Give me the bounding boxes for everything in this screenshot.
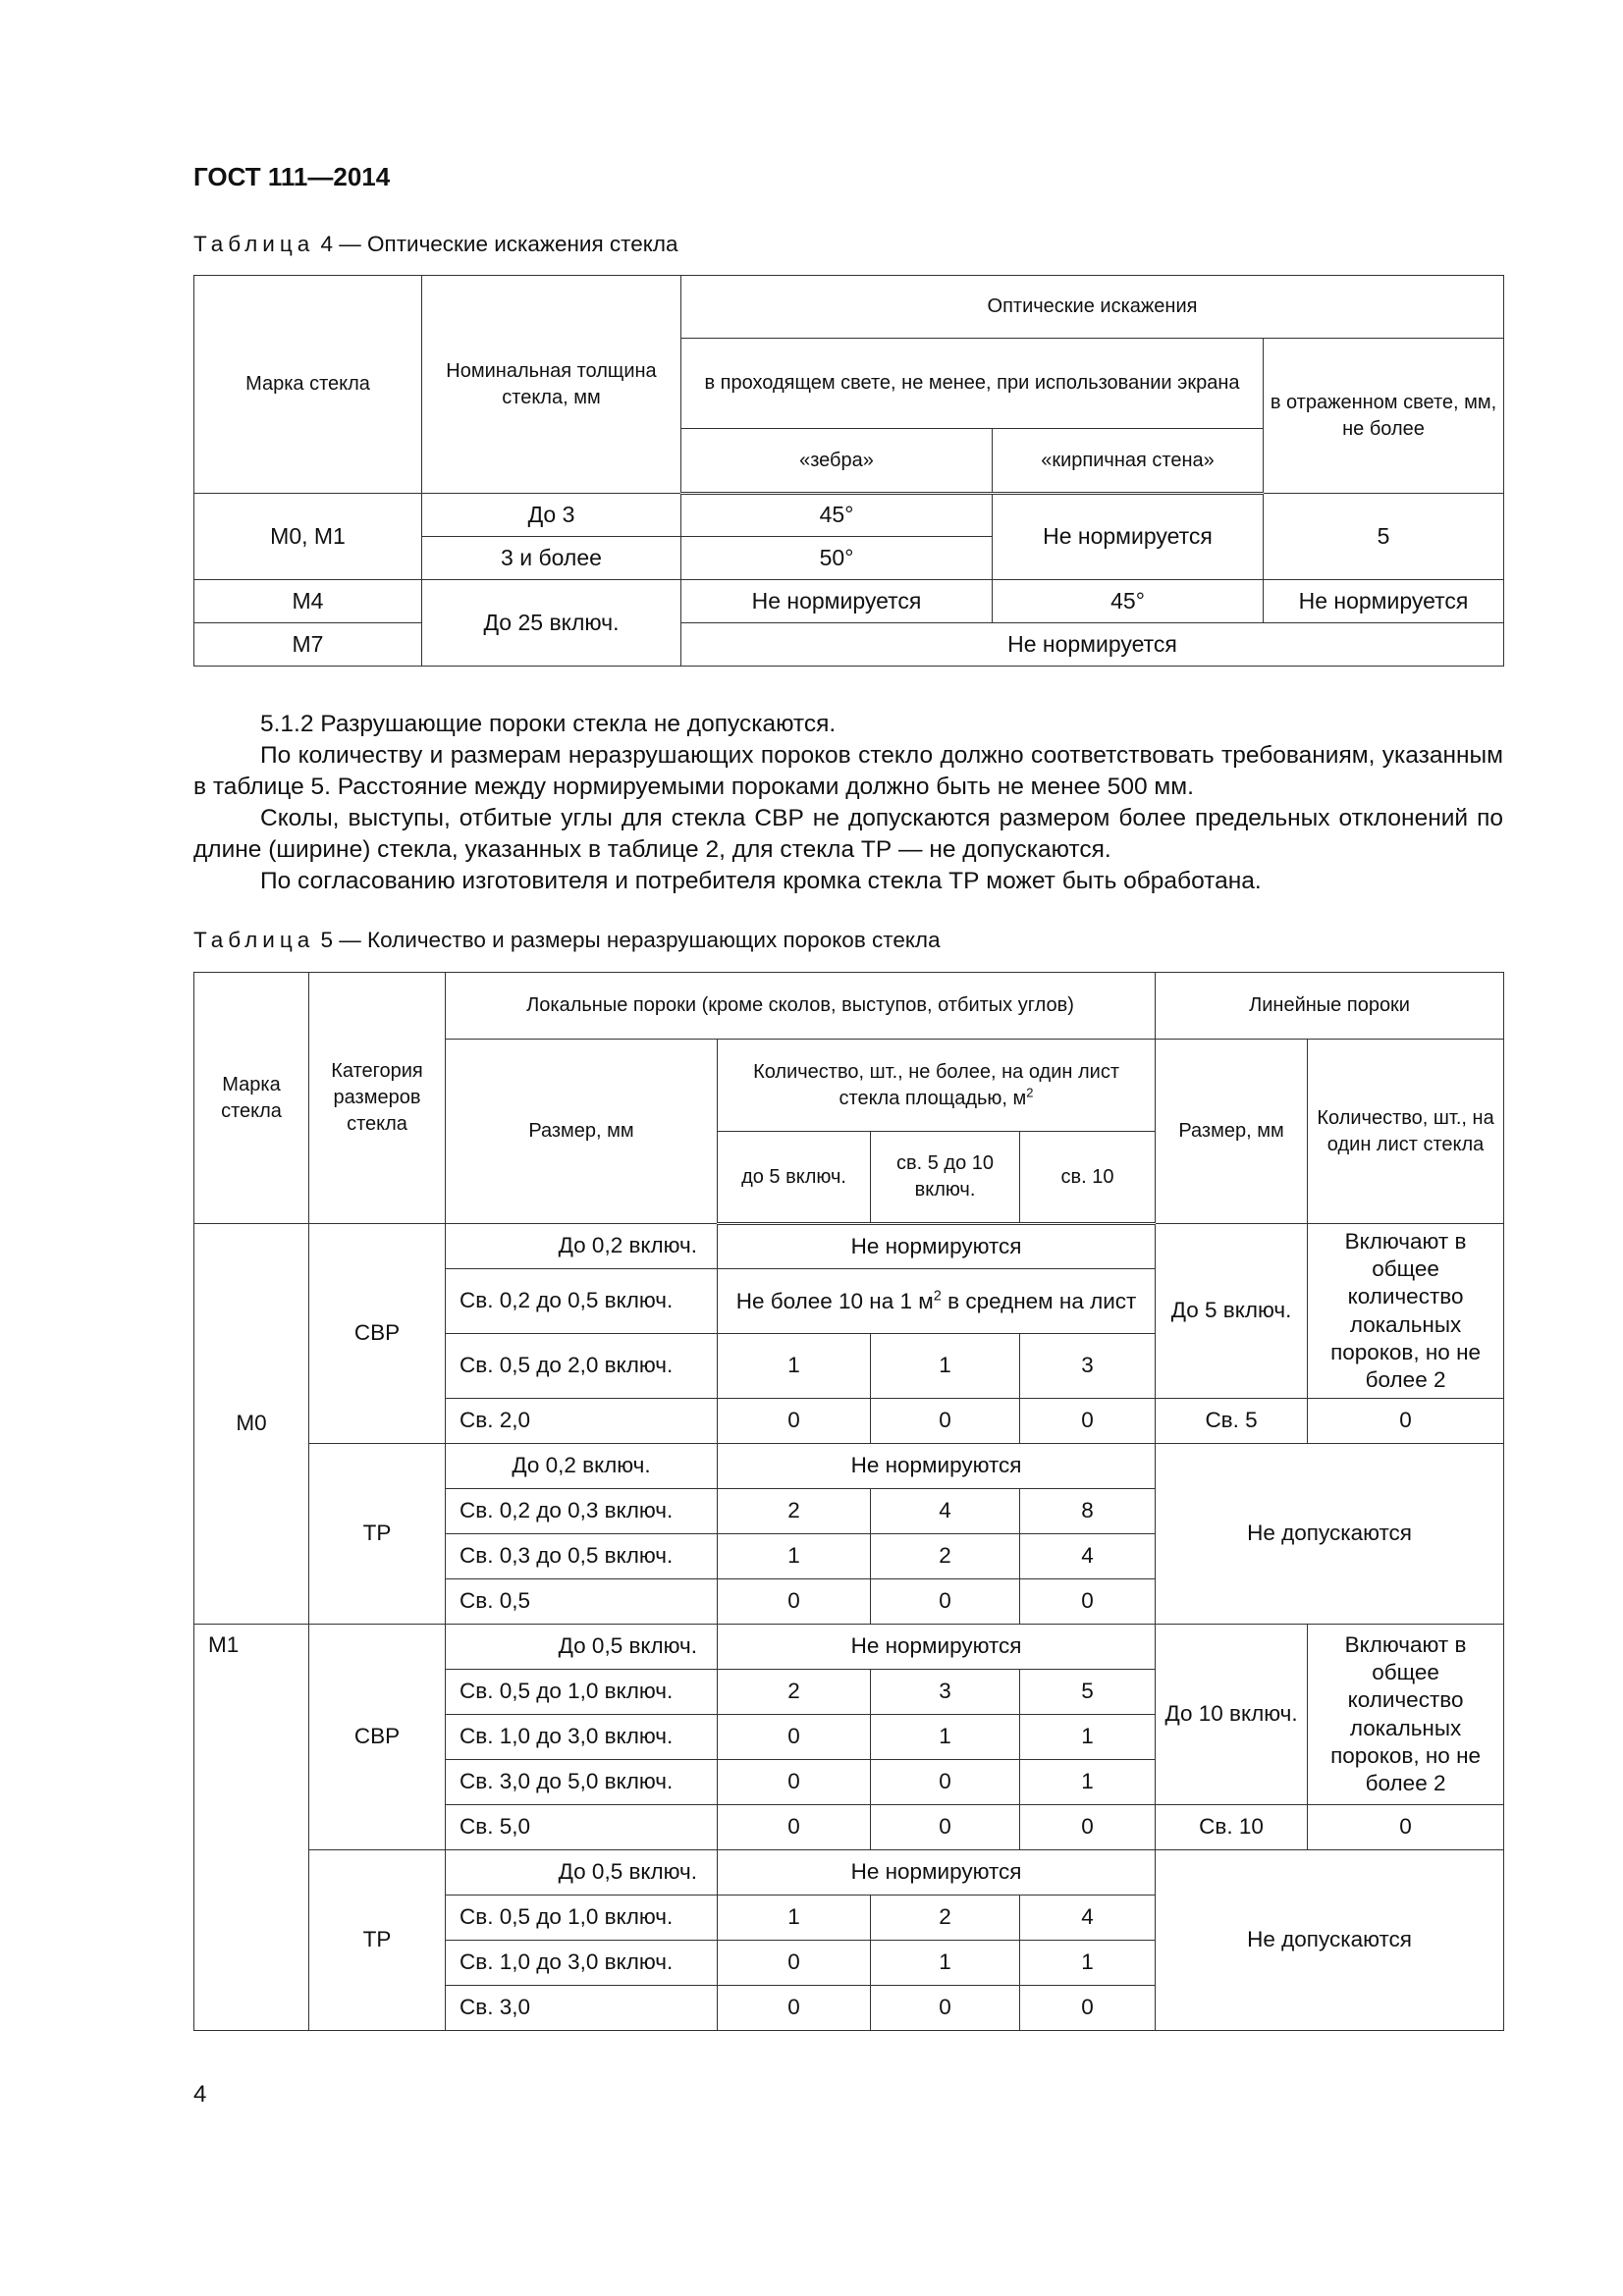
t5-qty: 0: [871, 1986, 1020, 2031]
t5-category: СВР: [309, 1625, 446, 1850]
t4-cell-brick: Не нормируется: [993, 494, 1264, 580]
t5-category: СВР: [309, 1224, 446, 1444]
table-nondestructive-defects: [193, 972, 1504, 2031]
table-optical-distortions: [193, 275, 1504, 667]
t5-qty: 0: [718, 1715, 871, 1760]
t5-size: Св. 0,2 до 0,3 включ.: [446, 1489, 718, 1534]
t4-header-transmitted: в проходящем свете, не менее, при использовании экрана: [681, 339, 1264, 429]
t4-cell-zebra: 50°: [681, 537, 993, 580]
t4-cell-reflected: Не нормируется: [1264, 580, 1504, 623]
table5-caption-text: 5 — Количество и размеры неразрушающих пороков стекла: [320, 928, 941, 952]
t5-header-up-to-5: до 5 включ.: [718, 1132, 871, 1224]
t5-size: До 0,2 включ.: [446, 1224, 718, 1269]
paragraph: Сколы, выступы, отбитые углы для стекла СВР не допускаются размером более предельных отклонений по длине (ширине) стекла, указанных в таблице 2, для стекла ТР — не допускаются.: [193, 805, 1503, 863]
paragraph: По количеству и размерам неразрушающих пороков стекло должно соответствовать требованиям, указанным в таблице 5. Расстояние между нормируемыми пороками должно быть не менее 500 мм.: [193, 742, 1503, 800]
t5-qty: [718, 1269, 1156, 1334]
t5-header-linear-qty: Количество, шт., на один лист стекла: [1308, 1040, 1504, 1224]
t5-header-category: Категория размеров стекла: [309, 973, 446, 1224]
t5-qty: 0: [1020, 1986, 1156, 2031]
t5-qty: 0: [718, 1805, 871, 1850]
t5-linear-size: До 10 включ.: [1156, 1625, 1308, 1805]
t5-qty: 8: [1020, 1489, 1156, 1534]
t5-qty: 5: [1020, 1670, 1156, 1715]
t5-qty: Не нормируются: [718, 1850, 1156, 1896]
t4-cell-reflected: 5: [1264, 494, 1504, 580]
t5-qty: 4: [1020, 1534, 1156, 1579]
t5-category: ТР: [309, 1444, 446, 1625]
t5-qty: 1: [718, 1896, 871, 1941]
table4-caption-text: 4 — Оптические искажения стекла: [320, 232, 678, 256]
t5-qty: 0: [871, 1805, 1020, 1850]
t5-linear-qty: 0: [1308, 1399, 1504, 1444]
t5-size: Св. 5,0: [446, 1805, 718, 1850]
t5-qty: 1: [1020, 1715, 1156, 1760]
t5-category: ТР: [309, 1850, 446, 2031]
paragraph: По согласованию изготовителя и потребителя кромка стекла ТР может быть обработана.: [260, 868, 1262, 894]
t5-qty: 4: [1020, 1896, 1156, 1941]
t5-qty: 1: [871, 1941, 1020, 1986]
t5-qty: 0: [718, 1986, 871, 2031]
qty-label: Количество, шт., не более, на один лист стекла площадью, м: [753, 1060, 1119, 1109]
t5-qty: 3: [871, 1670, 1020, 1715]
t5-linear-size: До 5 включ.: [1156, 1224, 1308, 1399]
t5-mark-m0: М0: [194, 1224, 309, 1625]
t5-header-linear-size: Размер, мм: [1156, 1040, 1308, 1224]
t5-qty: Не нормируются: [718, 1224, 1156, 1269]
t5-qty: 0: [871, 1760, 1020, 1805]
t5-linear-size: Св. 5: [1156, 1399, 1308, 1444]
t5-qty: 0: [718, 1399, 871, 1444]
t5-qty: 1: [1020, 1941, 1156, 1986]
t5-qty: 0: [718, 1579, 871, 1625]
t5-size: Св. 3,0: [446, 1986, 718, 2031]
t5-header-qty: [718, 1040, 1156, 1132]
t4-header-optical: Оптические искажения: [681, 276, 1504, 339]
t4-header-zebra: «зебра»: [681, 429, 993, 494]
t5-qty: Не нормируются: [718, 1625, 1156, 1670]
t5-qty: 1: [871, 1334, 1020, 1399]
document-title: ГОСТ 111—2014: [193, 162, 391, 191]
t5-qty: 0: [1020, 1805, 1156, 1850]
t5-qty: 1: [718, 1534, 871, 1579]
t5-qty: 0: [871, 1399, 1020, 1444]
t4-cell-mark: М7: [194, 623, 422, 667]
table4-caption: [193, 232, 677, 257]
t5-qty: 3: [1020, 1334, 1156, 1399]
t5-header-size: Размер, мм: [446, 1040, 718, 1224]
t5-qty: 0: [718, 1760, 871, 1805]
t5-header-mark: Марка стекла: [194, 973, 309, 1224]
t4-cell-optical-all: Не нормируется: [681, 623, 1504, 667]
t5-linear: Не допускаются: [1156, 1850, 1504, 2031]
t5-qty: 2: [871, 1896, 1020, 1941]
t5-size: Св. 0,2 до 0,5 включ.: [446, 1269, 718, 1334]
t5-size: Св. 1,0 до 3,0 включ.: [446, 1941, 718, 1986]
body-text: [193, 709, 1503, 897]
t4-cell-thickness: 3 и более: [422, 537, 681, 580]
t5-size: Св. 0,5: [446, 1579, 718, 1625]
t5-linear-size: Св. 10: [1156, 1805, 1308, 1850]
t5-qty: 4: [871, 1489, 1020, 1534]
t4-cell-brick: 45°: [993, 580, 1264, 623]
t4-cell-zebra: Не нормируется: [681, 580, 993, 623]
t5-qty: Не нормируются: [718, 1444, 1156, 1489]
qty-text: Не более 10 на 1 м: [735, 1289, 934, 1313]
t4-cell-thickness: До 3: [422, 494, 681, 537]
paragraph: 5.1.2 Разрушающие пороки стекла не допускаются.: [260, 711, 837, 737]
t5-qty: 2: [718, 1670, 871, 1715]
qty-sup: 2: [1026, 1084, 1034, 1099]
t5-size: До 0,2 включ.: [446, 1444, 718, 1489]
t5-linear-qty: Включают в общее количество локальных пороков, но не более 2: [1308, 1625, 1504, 1805]
table5-caption-prefix: Таблица: [193, 928, 315, 952]
table4-caption-prefix: Таблица: [193, 232, 315, 256]
t5-size: До 0,5 включ.: [446, 1625, 718, 1670]
t5-size: Св. 0,5 до 1,0 включ.: [446, 1670, 718, 1715]
t5-qty: 1: [718, 1334, 871, 1399]
t5-qty: 2: [718, 1489, 871, 1534]
t5-qty: 2: [871, 1534, 1020, 1579]
t5-linear: Не допускаются: [1156, 1444, 1504, 1625]
t4-header-reflected: в отраженном свете, мм, не более: [1264, 339, 1504, 494]
t5-qty: 0: [1020, 1399, 1156, 1444]
qty-text: в среднем на лист: [941, 1289, 1137, 1313]
t5-size: Св. 3,0 до 5,0 включ.: [446, 1760, 718, 1805]
t4-cell-mark: М0, М1: [194, 494, 422, 580]
t5-header-5-to-10: св. 5 до 10 включ.: [871, 1132, 1020, 1224]
t5-qty: 0: [1020, 1579, 1156, 1625]
t4-cell-thickness: До 25 включ.: [422, 580, 681, 667]
t5-qty: 0: [718, 1941, 871, 1986]
qty-sup: 2: [933, 1288, 942, 1305]
t5-size: До 0,5 включ.: [446, 1850, 718, 1896]
t5-qty: 1: [871, 1715, 1020, 1760]
t4-header-brick: «кирпичная стена»: [993, 429, 1264, 494]
page-number: 4: [193, 2081, 207, 2108]
t5-header-linear: Линейные пороки: [1156, 973, 1504, 1040]
t4-header-thickness: Номинальная толщина стекла, мм: [422, 276, 681, 494]
t5-size: Св. 0,3 до 0,5 включ.: [446, 1534, 718, 1579]
t5-size: Св. 0,5 до 1,0 включ.: [446, 1896, 718, 1941]
t4-cell-zebra: 45°: [681, 494, 993, 537]
t5-qty: 1: [1020, 1760, 1156, 1805]
t5-header-over-10: св. 10: [1020, 1132, 1156, 1224]
table5-caption: [193, 928, 941, 953]
t5-linear-qty: Включают в общее количество локальных пороков, но не более 2: [1308, 1224, 1504, 1399]
t5-qty: 0: [871, 1579, 1020, 1625]
t4-header-mark: Марка стекла: [194, 276, 422, 494]
t5-header-local: Локальные пороки (кроме сколов, выступов, отбитых углов): [446, 973, 1156, 1040]
t5-size: Св. 1,0 до 3,0 включ.: [446, 1715, 718, 1760]
t5-size: Св. 2,0: [446, 1399, 718, 1444]
t5-size: Св. 0,5 до 2,0 включ.: [446, 1334, 718, 1399]
t5-mark-m1: М1: [194, 1625, 309, 2031]
t5-linear-qty: 0: [1308, 1805, 1504, 1850]
t4-cell-mark: М4: [194, 580, 422, 623]
